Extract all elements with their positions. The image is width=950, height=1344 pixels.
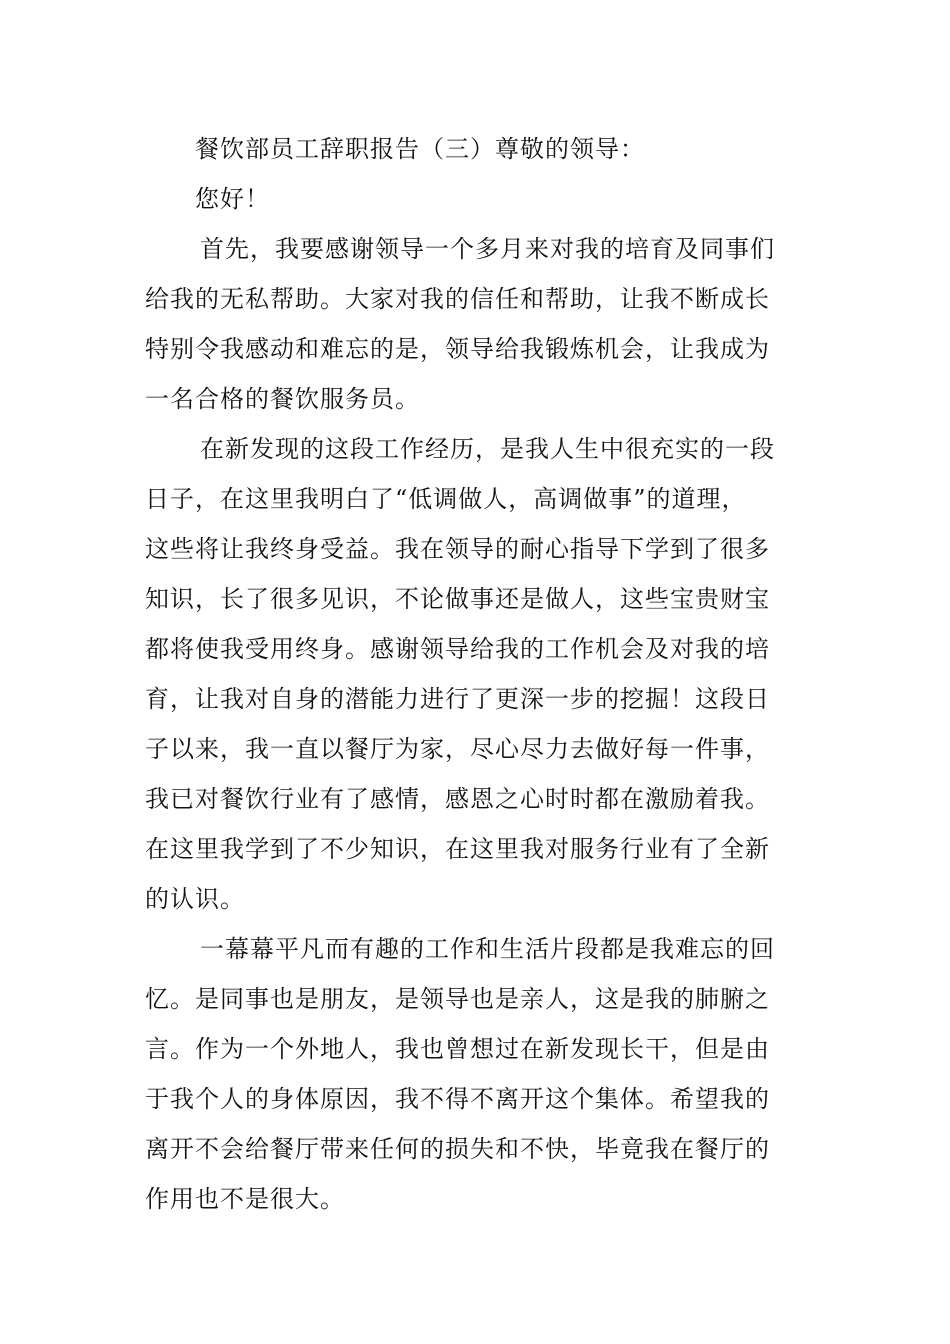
paragraph-line: 首先，我要感谢领导一个多月来对我的培育及同事们 <box>200 235 775 263</box>
paragraph-line: 一幕幕平凡而有趣的工作和生活片段都是我难忘的回 <box>200 935 775 963</box>
paragraph-line: 育，让我对自身的潜能力进行了更深一步的挖掘！这段日 <box>145 685 770 713</box>
paragraph-line: 日子，在这里我明白了“低调做人，高调做事”的道理， <box>145 485 747 513</box>
paragraph-line: 离开不会给餐厅带来任何的损失和不快，毕竟我在餐厅的 <box>145 1135 770 1163</box>
paragraph-line: 在新发现的这段工作经历，是我人生中很充实的一段 <box>200 435 775 463</box>
paragraph-line: 忆。是同事也是朋友，是领导也是亲人，这是我的肺腑之 <box>145 985 770 1013</box>
paragraph-line: 我已对餐饮行业有了感情，感恩之心时时都在激励着我。 <box>145 785 770 813</box>
paragraph-line: 子以来，我一直以餐厅为家，尽心尽力去做好每一件事， <box>145 735 770 763</box>
paragraph-line: 都将使我受用终身。感谢领导给我的工作机会及对我的培 <box>145 635 770 663</box>
paragraph-line: 这些将让我终身受益。我在领导的耐心指导下学到了很多 <box>145 535 770 563</box>
paragraph-line: 一名合格的餐饮服务员。 <box>145 385 420 413</box>
greeting-line: 您好！ <box>195 185 270 213</box>
heading-line: 餐饮部员工辞职报告（三）尊敬的领导： <box>195 135 645 163</box>
paragraph-line: 特别令我感动和难忘的是，领导给我锻炼机会，让我成为 <box>145 335 770 363</box>
paragraph-line: 作用也不是很大。 <box>145 1185 345 1213</box>
paragraph-line: 在这里我学到了不少知识，在这里我对服务行业有了全新 <box>145 835 770 863</box>
paragraph-line: 于我个人的身体原因，我不得不离开这个集体。希望我的 <box>145 1085 770 1113</box>
paragraph-line: 给我的无私帮助。大家对我的信任和帮助，让我不断成长 <box>145 285 770 313</box>
paragraph-line: 的认识。 <box>145 885 245 913</box>
paragraph-line: 知识，长了很多见识，不论做事还是做人，这些宝贵财宝 <box>145 585 770 613</box>
paragraph-line: 言。作为一个外地人，我也曾想过在新发现长干，但是由 <box>145 1035 770 1063</box>
